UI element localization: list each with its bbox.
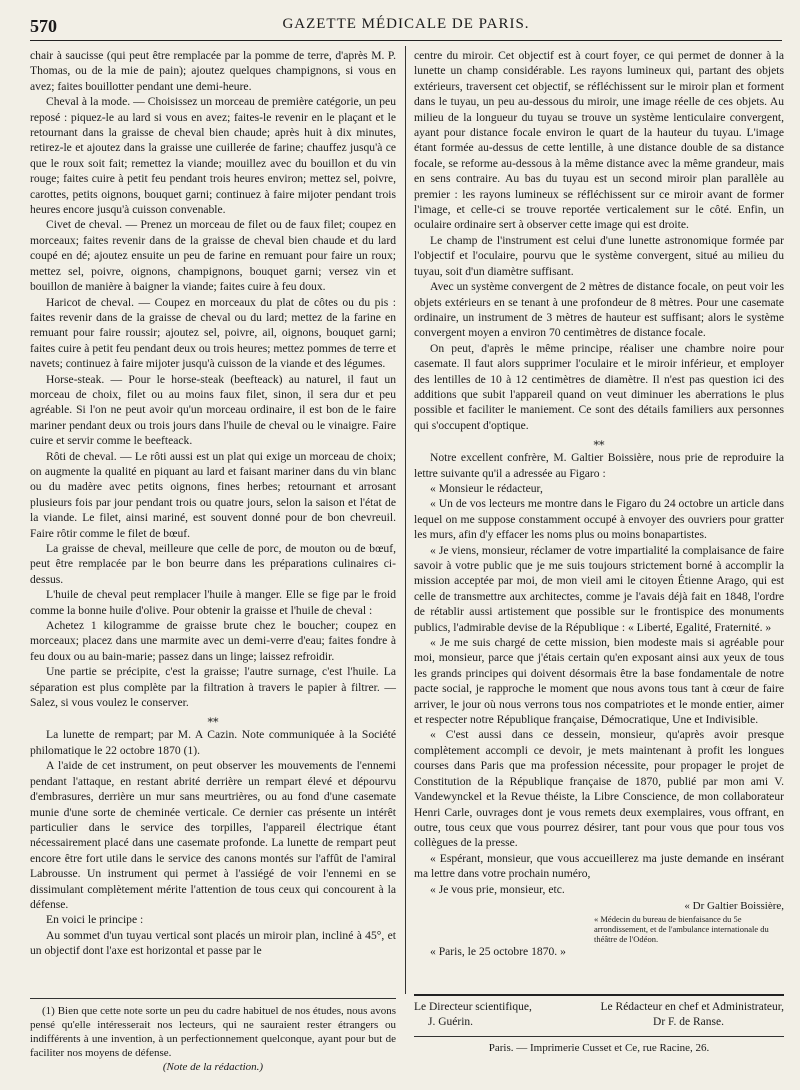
paragraph: centre du miroir. Cet objectif est à court foyer, ce qui permet de donner à la lunette un champ considérable. Les rayons lumineux qui, partant des objets extérieurs, traversent cet objectif, se réfléchissent sur le miroir plan et forment dans le tuyau, un peu au-dessous du miroir, une image réelle de ces objets. Au milieu de la longueur du tuyau se trouve un système lenticulaire convergent, ayant pour distance focale environ le quart de la hauteur du tuyau. L'image étant formée au-dessus de cette lentille, à une distance double de sa distance focale, se reforme au-dessous à la même distance avec la même grandeur, mais en sens contraire. Au bas du tuyau est un second miroir plan parallèle au premier : les rayons lumineux se réfléchissent sur ce miroir avant de former l'image, et celle-ci se trouve reportée verticalement sur le côté. Enfin, un oculaire ordinaire sert à observer cette image qui est droite.	[414, 49, 784, 232]
paragraph: Civet de cheval. — Prenez un morceau de filet ou de faux filet; coupez en morceaux; faites revenir dans de la graisse de cheval bien chaude et du lard coupé en dé; ajoutez ensuite un peu de farine en remuant pour faire un roux; mettez sel, poivre, oignons, champignons, bouquet garni; versez vin et bouillon de manière à baigner la viande; faites cuire à feu doux.	[30, 218, 396, 294]
paragraph: « Espérant, monsieur, que vous accueillerez ma juste demande en insérant ma lettre dans votre prochain numéro,	[414, 851, 784, 881]
section-divider-stars: ⁎⁎	[593, 436, 605, 449]
paragraph: Le champ de l'instrument est celui d'une lunette astronomique formée par l'objectif et l'oculaire, pourvu que le système convergent, situé au milieu du tuyau, soit d'un diamètre suffisant.	[414, 233, 784, 278]
paragraph: « Je me suis chargé de cette mission, bien modeste mais si agréable pour moi, monsieur, parce que j'étais certain qu'en exposant ainsi aux yeux de tous les grands principes qui doivent désormais être la base fondamentale de notre pacte social, je rapproche le moment que nous avons tous tant à cœur de faire arriver, le jour où nous verrons tous nos compatriotes et le monde entier, aimer et respecter notre République française, Démocratique, Une et Indivisible.	[414, 636, 784, 727]
imprint-names	[414, 1015, 784, 1030]
paragraph: Cheval à la mode. — Choisissez un morceau de première catégorie, un peu reposé : piquez-le au lard si vous en avez; faites-le revenir en le plaçant et le retournant dans la graisse de cheval bien chaude; après huit à dix minutes, retirez-le et ajoutez dans la graisse une cuillerée de farine; chauffez jusqu'à ce que le roux soit fait; remettez la viande; mouillez avec du bouillon et du vin rouge; faites cuire à petit feu pendant trois heures environ; mettez sel, poivre, carottes, petits oignons, bouquet garni; continuez à faire mijoter pendant trois heures encore jusqu'à cuisson convenable.	[30, 95, 396, 217]
footnote	[30, 1004, 396, 1074]
right-column	[414, 48, 784, 993]
paragraph: « C'est aussi dans ce dessein, monsieur, qu'après avoir presque complètement accompli ce devoir, je mets maintenant à profit les longues courses dans Paris que ma profession nécessite, pour propager le projet de Constitution de la République française de 1870, publié par mon ami V. Vandewynckel et la Revue théiste, la Libre Conscience, de mon collaborateur Henri Carle, ouvrages dont je vous remets deux exemplaires, vous offrant, en outre, tous ceux que vous pourrez désirer, tant pour vous que pour tous vos collègues de la presse.	[414, 728, 784, 850]
paragraph: La graisse de cheval, meilleure que celle de porc, de mouton ou de bœuf, peut être remplacée par le bon beurre dans les préparations culinaires ci-dessus.	[30, 542, 396, 586]
paragraph: Horse-steak. — Pour le horse-steak (beefteack) au naturel, il faut un morceau de choix, filet ou au moins faux filet, sinon, il sera dur et peu agréable. Si l'on ne peut avoir qu'un morceau ordinaire, il est bon de le faire mariner pendant deux ou trois jours dans l'huile de cheval ou le vinaigre. Faire cuire et servir comme le beefteack.	[30, 372, 396, 448]
paragraph: « Monsieur le rédacteur,	[430, 481, 543, 495]
letter-signature: « Dr Galtier Boissière,	[684, 899, 784, 912]
page-number: 570	[30, 16, 57, 36]
paragraph: Avec un système convergent de 2 mètres de distance focale, on peut voir les objets extérieurs en se tenant à une profondeur de 8 mètres. Pour une casemate ordinaire, un instrument de 3 mètres de hauteur est suffisant; alors le système convergent moyen a environ 70 centimètres de distance focale.	[414, 280, 784, 340]
section-divider-stars: ⁎⁎	[207, 713, 219, 726]
paragraph: « Je vous prie, monsieur, etc.	[430, 882, 565, 896]
paragraph: chair à saucisse (qui peut être remplacée par la pomme de terre, d'après M. P. Thomas, ou de la mie de pain); ajoutez quelques champignons, si vous en avez; faites bouillotter pendant une demi-heure.	[30, 49, 396, 93]
footnote-rule	[30, 998, 396, 999]
paragraph: Achetez 1 kilogramme de graisse brute chez le boucher; coupez en morceaux; placez dans une marmite avec un demi-verre d'eau; faites fondre à feu doux ou au bain-marie; passez dans un linge; laissez refroidir.	[30, 619, 396, 663]
paragraph: « Je viens, monsieur, réclamer de votre impartialité la complaisance de faire savoir à votre public que je me suis toujours strictement borné à accomplir la mission acceptée par moi, de mon vieil ami le citoyen Étienne Arago, qui est celle de transmettre aux architectes, comme je l'avais déjà fait en 1848, l'ordre de rétablir aussi artistement que possible sur le frontispice des monuments publics, l'admirable devise de la République : « Liberté, Egalité, Fraternité. »	[414, 543, 784, 634]
footnote-signature: (Note de la rédaction.)	[162, 1061, 264, 1073]
imprint-rule	[414, 994, 784, 996]
paragraph: En voici le principe :	[46, 913, 144, 927]
page-header	[30, 14, 782, 40]
editor-title: Le Rédacteur en chef et Administrateur,	[600, 1001, 784, 1013]
paragraph: L'huile de cheval peut remplacer l'huile à manger. Elle se fige par le froid comme la bonne huile d'olive. Pour obtenir la graisse et l'huile de cheval :	[30, 588, 396, 617]
paragraph: Haricot de cheval. — Coupez en morceaux du plat de côtes ou du pis : faites revenir dans de la graisse de cheval ou du lard; mettez de la farine en remuant pour faire roussir; ajoutez sel, poivre, ail, oignons, bouquet garni; faites cuire à petit feu pendant deux ou trois heures; mettez pommes de terre et navets; continuez à faire mijoter jusqu'à cuisson de la viande et des légumes.	[30, 295, 396, 371]
letter-date: « Paris, le 25 octobre 1870. »	[430, 945, 566, 959]
paragraph: Au sommet d'un tuyau vertical sont placés un miroir plan, incliné à 45°, et un objectif dont l'axe est horizontal et passe par le	[30, 928, 396, 958]
imprint-titles	[414, 1000, 784, 1015]
printer-line: Paris. — Imprimerie Cusset et Ce, rue Racine, 26.	[488, 1042, 710, 1054]
paragraph: Une partie se précipite, c'est la graisse; l'autre surnage, c'est l'huile. La séparation est plus complète par la filtration à travers le papier à filtrer. — Salez, si vous voulez le conserver.	[30, 665, 396, 710]
footnote-text: (1) Bien que cette note sorte un peu du cadre habituel de nos études, nous avons pensé qu'elle intéresserait nos lecteurs, qui ne sauraient rester étrangers ou indifférents à une invention, à un perfectionnement quelconque, ayant pour but de faciliter nos moyens de défense.	[30, 1005, 396, 1059]
director-title: Le Directeur scientifique,	[414, 1001, 532, 1013]
column-divider	[405, 46, 406, 994]
header-rule	[30, 40, 782, 41]
paragraph: A l'aide de cet instrument, on peut observer les mouvements de l'ennemi pendant l'attaque, en restant abrité derrière un rempart élevé et dépourvu d'embrasures, derrière un mur sans meurtrières, ou au fond d'une casemate munie d'une sorte de cheminée verticale. Ce dernier cas présente un intérêt particulier dans le service des torpilles, l'appareil électrique étant nécessairement placé dans une casemate profonde. La lunette de rempart peut encore être fort utile dans le service des canons montés sur l'affût de l'amiral Labrousse. Un instrument qui permet à l'assiégé de voir l'ennemi en se dissimulant complètement mérite l'attention de tous ceux qui concourent à la défense.	[30, 759, 396, 911]
editor-name: Dr F. de Ranse.	[653, 1016, 724, 1028]
signature-note: « Médecin du bureau de bienfaisance du 5e arrondissement, et de l'ambulance internationale du théâtre de l'Odéon.	[594, 914, 769, 945]
imprint	[414, 1000, 784, 1056]
paragraph: On peut, d'après le même principe, réaliser une chambre noire pour casemate. Il faut alors supprimer l'oculaire et le miroir inférieur, et employer des lentilles de 10 à 12 centimètres de diamètre. Il n'est pas question ici des additions que subit l'appareil quand on veut diminuer les aberrations le plus possible et faciliter le maniement. Ce sont des détails familiers aux personnes qui s'occupent d'optique.	[414, 341, 784, 432]
director-name: J. Guérin.	[428, 1016, 474, 1028]
paragraph: « Un de vos lecteurs me montre dans le Figaro du 24 octobre un article dans lequel on me suppose constamment occupé à envoyer des ouvriers pour gratter les murs, afin d'y effacer les noms plus ou moins bonapartistes.	[414, 497, 784, 542]
page-title: GAZETTE MÉDICALE DE PARIS.	[282, 16, 530, 32]
imprint-inner-rule	[414, 1036, 784, 1037]
paragraph: Notre excellent confrère, M. Galtier Boissière, nous prie de reproduire la lettre suivante qu'il a adressée au Figaro :	[414, 451, 784, 480]
left-column	[30, 48, 396, 983]
paragraph: Rôti de cheval. — Le rôti aussi est un plat qui exige un morceau de choix; on augmente la qualité en piquant au lard et faisant mariner dans du vin blanc ou du madère avec petits oignons, fines herbes; retournant et arrosant plusieurs fois par jour pendant trois ou quatre jours, selon la saison et l'état de la viande. Le filet, ainsi mariné, est souvent donné pour de bon chevreuil. Faire rôtir comme le filet de bœuf.	[30, 449, 396, 540]
article-heading: La lunette de rempart; par M. A Cazin. Note communiquée à la Société philomatique le 22 octobre 1870 (1).	[30, 728, 396, 757]
